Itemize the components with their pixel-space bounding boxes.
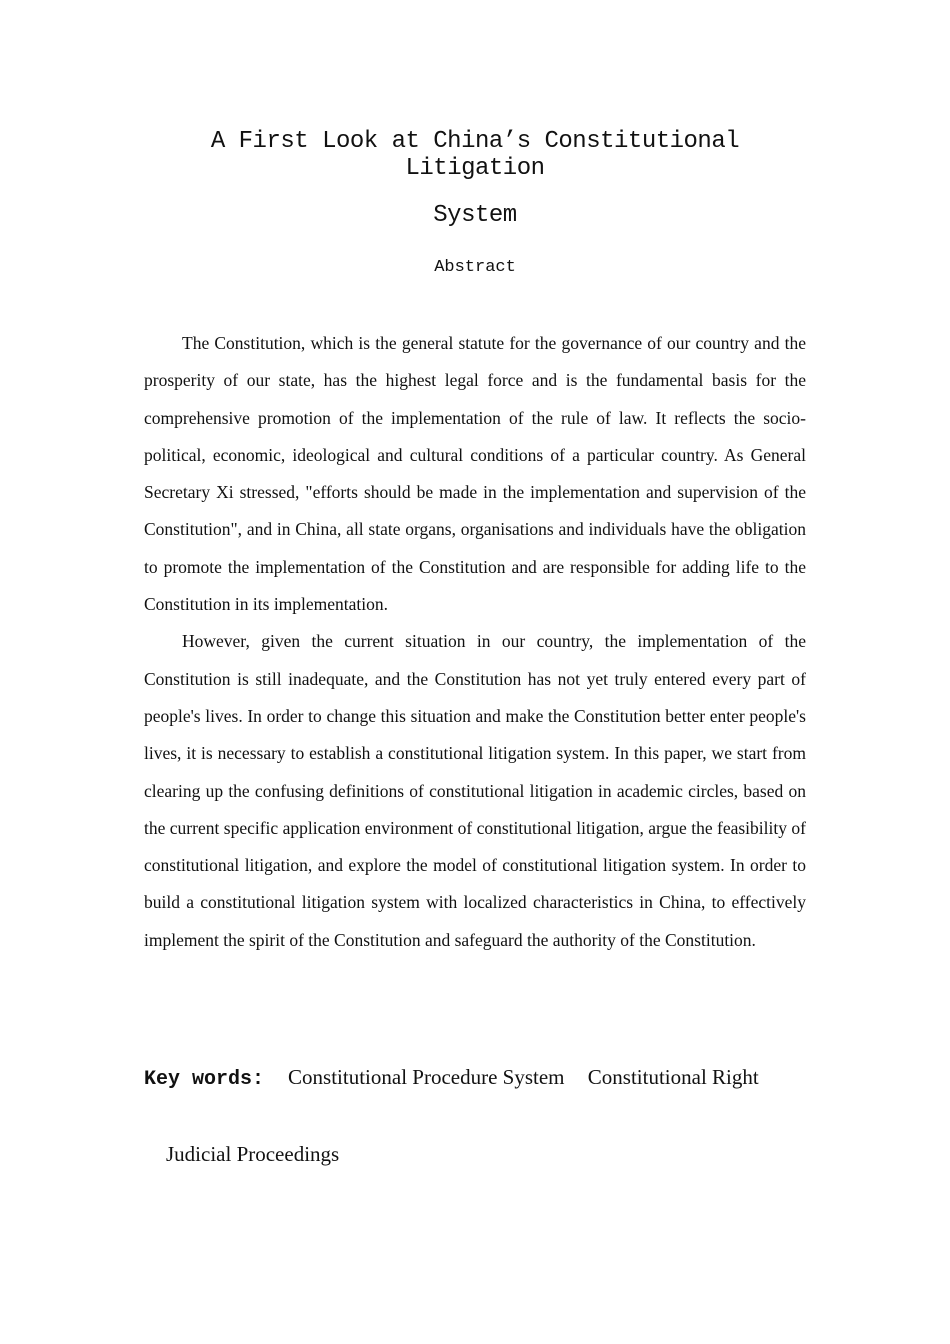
keywords-label: Key words: — [144, 1068, 265, 1091]
keyword-item: Judicial Proceedings — [166, 1142, 340, 1166]
abstract-heading: Abstract — [434, 258, 516, 277]
keyword-item: Constitutional Procedure System — [288, 1065, 565, 1089]
document-title-line-1: A First Look at China’s Constitutional Litigation — [210, 128, 740, 182]
abstract-paragraph-2: However, given the current situation in our country, the implementation of the Constitution is still inadequate, and the Constitution has not yet truly entered every part of people's lives. In order to change this situation and make the Constitution better enter people's lives, it is necessary to establish a constitutional litigation system. In this paper, we start from clearing up the confusing definitions of constitutional litigation in academic circles, based on the current specific application environment of constitutional litigation, argue the feasibility of constitutional litigation, and explore the model of constitutional litigation system. In order to build a constitutional litigation system with localized characteristics in China, to effectively implement the spirit of the Constitution and safeguard the authority of the Constitution. — [144, 631, 806, 950]
abstract-body — [144, 325, 806, 959]
keywords-section — [144, 1040, 806, 1191]
document-title-line-2: System — [433, 202, 517, 229]
abstract-paragraph-1: The Constitution, which is the general statute for the governance of our country and the prosperity of our state, has the highest legal force and is the fundamental basis for the comprehensive promotion of the implementation of the rule of law. It reflects the socio-political, economic, ideological and cultural conditions of a particular country. As General Secretary Xi stressed, "efforts should be made in the implementation and supervision of the Constitution", and in China, all state organs, organisations and individuals have the obligation to promote the implementation of the Constitution and are responsible for adding life to the Constitution in its implementation. — [144, 333, 806, 615]
keyword-item: Constitutional Right — [587, 1065, 759, 1089]
